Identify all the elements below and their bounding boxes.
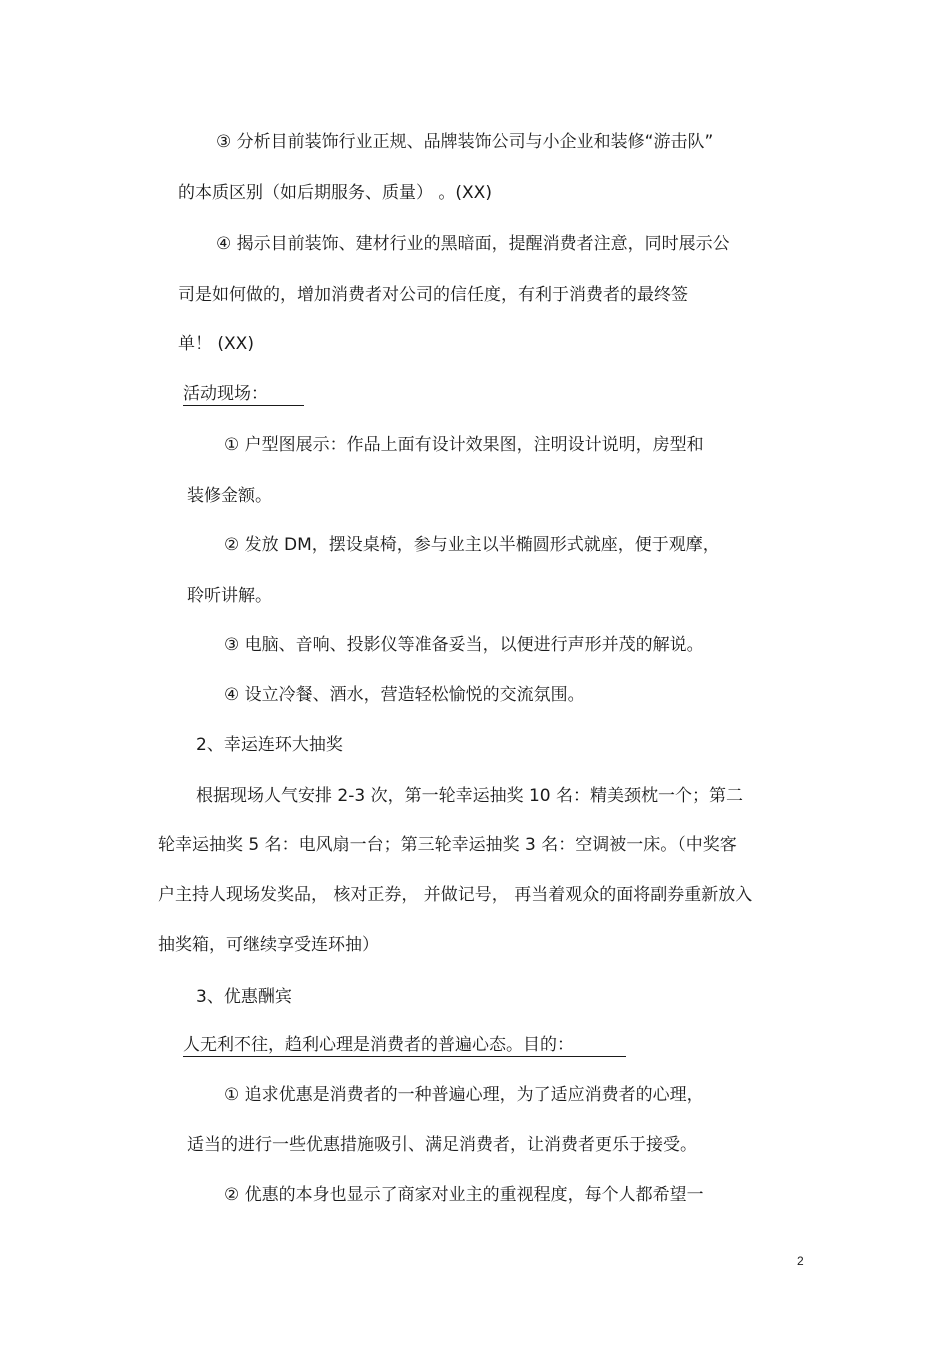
underlined-paragraph	[183, 1033, 626, 1057]
underlined-text: 人无利不往，趋利心理是消费者的普遍心态。目的：	[183, 1035, 626, 1057]
list-item: ③ 电脑、音响、投影仪等准备妥当，以便进行声形并茂的解说。	[224, 635, 704, 655]
list-item: ② 优惠的本身也显示了商家对业主的重视程度，每个人都希望一	[224, 1185, 704, 1205]
paragraph-line: 轮幸运抽奖 5 名：电风扇一台；第三轮幸运抽奖 3 名：空调被一床。（中奖客	[158, 835, 737, 855]
paragraph-line: 户主持人现场发奖品， 核对正券， 并做记号， 再当着观众的面将副券重新放入	[158, 885, 753, 905]
paragraph-line: 单！ (XX)	[178, 334, 254, 354]
paragraph-line: 根据现场人气安排 2-3 次，第一轮幸运抽奖 10 名：精美颈枕一个；第二	[196, 786, 744, 806]
section-heading: 2、幸运连环大抽奖	[196, 735, 343, 755]
paragraph-line: ④ 揭示目前装饰、建材行业的黑暗面，提醒消费者注意，同时展示公	[216, 234, 730, 254]
page-number: 2	[797, 1254, 804, 1268]
paragraph-line: 司是如何做的，增加消费者对公司的信任度，有利于消费者的最终签	[178, 285, 688, 305]
paragraph-line: 聆听讲解。	[187, 586, 272, 606]
list-item: ④ 设立冷餐、酒水，营造轻松愉悦的交流氛围。	[224, 685, 585, 705]
section-heading-venue	[183, 382, 304, 406]
underlined-heading: 活动现场：	[183, 384, 304, 406]
section-heading: 3、优惠酬宾	[196, 987, 292, 1007]
paragraph-line: 的本质区别（如后期服务、质量） 。(XX)	[178, 183, 492, 203]
list-item: ② 发放 DM，摆设桌椅，参与业主以半椭圆形式就座，便于观摩，	[224, 535, 720, 555]
list-item: ① 户型图展示：作品上面有设计效果图，注明设计说明，房型和	[224, 435, 704, 455]
paragraph-line: 装修金额。	[187, 486, 272, 506]
paragraph-line: ③ 分析目前装饰行业正规、品牌装饰公司与小企业和装修“游击队”	[216, 132, 714, 152]
paragraph-line: 抽奖箱，可继续享受连环抽）	[158, 935, 379, 955]
list-item: ① 追求优惠是消费者的一种普遍心理，为了适应消费者的心理，	[224, 1085, 704, 1105]
paragraph-line: 适当的进行一些优惠措施吸引、满足消费者，让消费者更乐于接受。	[187, 1135, 697, 1155]
